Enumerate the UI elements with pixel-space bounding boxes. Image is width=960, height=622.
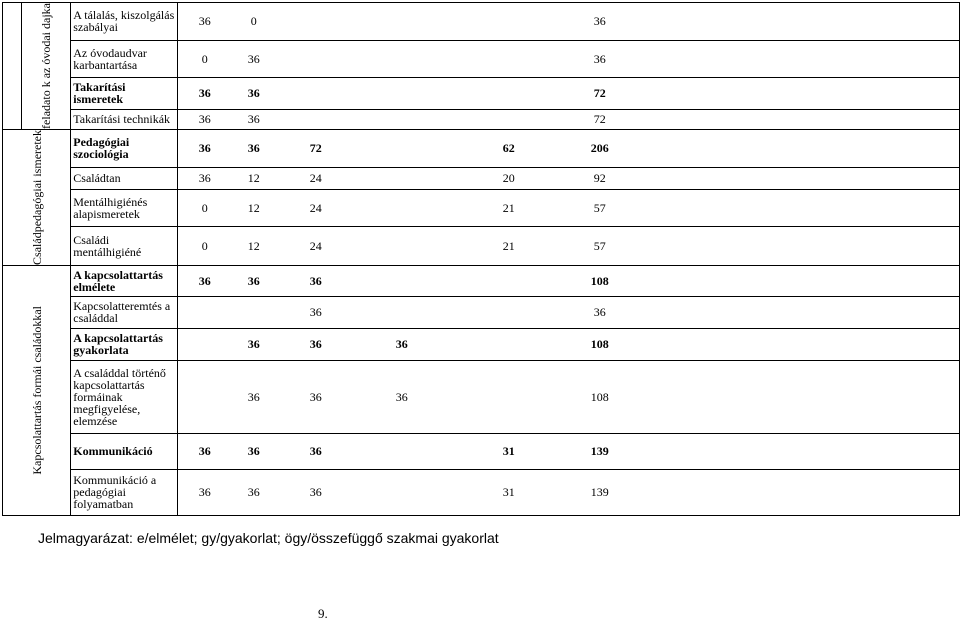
hours-value: 108: [590, 389, 609, 404]
hours-row: [178, 87, 959, 99]
hours-value: 36: [198, 86, 211, 101]
hours-value: 24: [309, 238, 322, 253]
hours-value: 36: [247, 273, 260, 288]
table-row: [3, 265, 960, 296]
hours-value: 36: [247, 141, 260, 156]
hours-value: 92: [593, 171, 606, 185]
table-row: [3, 77, 960, 109]
subject-name: Pedagógiai szociológia: [71, 129, 177, 167]
hours-value: 36: [309, 337, 322, 352]
hours-value: 12: [247, 238, 260, 253]
hours-value: 36: [593, 51, 606, 66]
hours-value: 12: [247, 171, 260, 185]
group-label: Kapcsolattartás formái családokkal: [29, 306, 44, 475]
hours-value: 21: [502, 238, 515, 253]
subject-name: Az óvodaudvar karbantartása: [71, 40, 177, 77]
hours-cell: [177, 109, 959, 129]
hours-value: 36: [309, 305, 322, 320]
hours-value: 36: [395, 389, 408, 404]
hours-value: 72: [309, 141, 322, 156]
group-label-cell: [3, 265, 71, 515]
hours-value: 21: [502, 200, 515, 215]
hours-value: 72: [593, 86, 606, 101]
hours-row: [178, 53, 959, 65]
hours-value: 139: [590, 444, 609, 459]
hours-value: 36: [247, 444, 260, 459]
hours-value: 72: [593, 112, 606, 127]
hours-value: 36: [593, 14, 606, 29]
hours-value: 36: [198, 485, 211, 500]
hours-row: [178, 202, 959, 214]
hours-value: 108: [590, 273, 609, 288]
subject-name: Kommunikáció a pedagógiai folyamatban: [71, 469, 177, 515]
hours-row: [178, 391, 959, 403]
hours-cell: [177, 40, 959, 77]
hours-row: [178, 113, 959, 125]
subject-name: A kapcsolattartás gyakorlata: [71, 328, 177, 360]
hours-row: [178, 142, 959, 154]
hours-value: 20: [502, 171, 515, 185]
hours-value: 139: [590, 485, 609, 500]
hours-cell: [177, 189, 959, 227]
subject-name: A családdal történő kapcsolattartás formáinak megfigyelése, elemzése: [71, 360, 177, 433]
hours-cell: [177, 167, 959, 189]
hours-value: 36: [198, 444, 211, 459]
hours-value: 36: [309, 485, 322, 500]
table-row: [3, 129, 960, 167]
hours-value: 24: [309, 171, 322, 185]
hours-row: [178, 172, 959, 184]
hours-value: 0: [201, 51, 208, 66]
hours-cell: [177, 129, 959, 167]
group-label-cell: [3, 3, 22, 130]
hours-row: [178, 240, 959, 252]
subject-name: Kommunikáció: [71, 433, 177, 469]
hours-value: 31: [502, 444, 515, 459]
hours-value: 36: [198, 112, 211, 127]
table-row: [3, 360, 960, 433]
hours-value: 36: [247, 112, 260, 127]
table-row: [3, 3, 960, 41]
table-row: [3, 296, 960, 328]
subject-name: Kapcsolatteremtés a családdal: [71, 296, 177, 328]
subject-name: Takarítási technikák: [71, 109, 177, 129]
hours-value: 36: [198, 171, 211, 185]
hours-value: 31: [502, 485, 515, 500]
hours-cell: [177, 328, 959, 360]
hours-value: 36: [247, 337, 260, 352]
hours-value: 0: [250, 14, 257, 29]
hours-value: 57: [593, 200, 606, 215]
hours-value: 36: [198, 14, 211, 29]
subject-name: A tálalás, kiszolgálás szabályai: [71, 3, 177, 41]
hours-value: 0: [201, 238, 208, 253]
hours-cell: [177, 77, 959, 109]
subject-name: Családi mentálhigiéné: [71, 227, 177, 266]
hours-value: 36: [198, 141, 211, 156]
hours-row: [178, 338, 959, 350]
hours-value: 0: [201, 200, 208, 215]
hours-value: 36: [247, 86, 260, 101]
hours-row: [178, 486, 959, 498]
hours-value: 36: [309, 444, 322, 459]
table-row: [3, 167, 960, 189]
table-row: [3, 40, 960, 77]
hours-value: 36: [309, 273, 322, 288]
group-label-cell: [3, 129, 71, 265]
hours-cell: [177, 433, 959, 469]
group-label-cell: [22, 3, 71, 130]
table-row: [3, 189, 960, 227]
table-row: [3, 469, 960, 515]
curriculum-table: [2, 2, 960, 516]
table-row: [3, 328, 960, 360]
hours-value: 36: [247, 389, 260, 404]
hours-value: 36: [593, 305, 606, 320]
group-label: feladato k az óvodai dajka: [39, 3, 54, 129]
subject-name: Takarítási ismeretek: [71, 77, 177, 109]
hours-row: [178, 15, 959, 27]
hours-cell: [177, 265, 959, 296]
hours-value: 24: [309, 200, 322, 215]
hours-cell: [177, 296, 959, 328]
subject-name: Mentálhigiénés alapismeretek: [71, 189, 177, 227]
hours-row: [178, 445, 959, 457]
hours-value: 108: [590, 337, 609, 352]
hours-value: 62: [502, 141, 515, 156]
table-row: [3, 227, 960, 266]
page-number: 9.: [318, 606, 328, 621]
hours-value: 36: [309, 389, 322, 404]
hours-row: [178, 275, 959, 287]
group-label: Családpedagógiai ismeretek: [29, 129, 44, 265]
hours-value: 36: [247, 51, 260, 66]
hours-value: 36: [247, 485, 260, 500]
table-row: [3, 433, 960, 469]
hours-cell: [177, 360, 959, 433]
hours-row: [178, 306, 959, 318]
table-row: [3, 109, 960, 129]
hours-value: 36: [395, 337, 408, 352]
hours-cell: [177, 227, 959, 266]
subject-name: A kapcsolattartás elmélete: [71, 265, 177, 296]
hours-value: 12: [247, 200, 260, 215]
legend-text: Jelmagyarázat: e/elmélet; gy/gyakorlat; ögy/összefüggő szakmai gyakorlat: [38, 530, 499, 546]
hours-value: 206: [590, 141, 609, 156]
hours-value: 57: [593, 238, 606, 253]
hours-cell: [177, 469, 959, 515]
subject-name: Családtan: [71, 167, 177, 189]
hours-value: 36: [198, 273, 211, 288]
hours-cell: [177, 3, 959, 41]
